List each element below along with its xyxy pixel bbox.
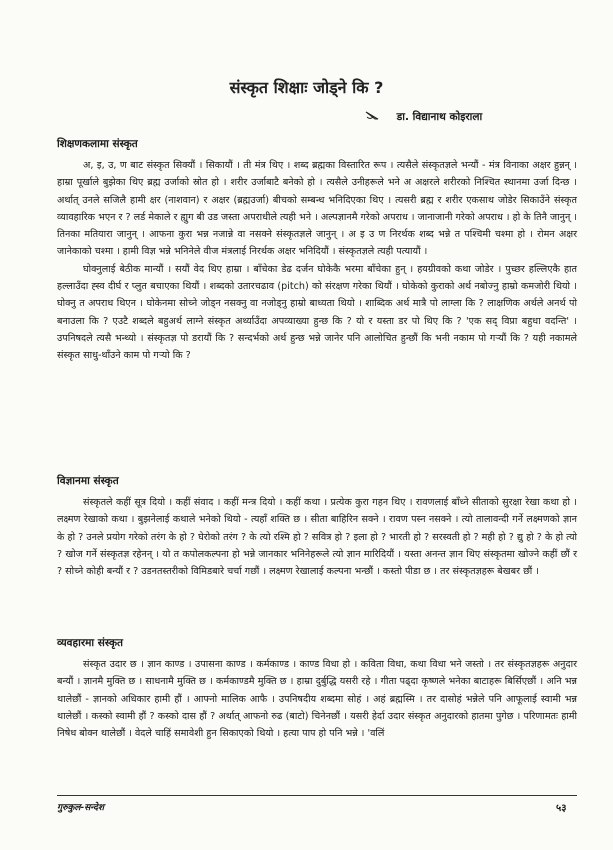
author-name: डा. विद्यानाथ कोइराला	[396, 111, 483, 123]
footer-journal-name: गुरुकुल-सन्देश	[57, 803, 104, 813]
paragraph: घोक्नुलाई बेठीक मान्यौं । सयौं वेद थिए हाम्रा । बाँचेका डेढ दर्जन घोकेकै भरमा बाँचेका हुन् । हयग्रीवको कथा जोडेर । पुच्छर हल्लिएकै हात हल्लाउँदा ह्स्व दीर्घ र प्लुत बचाएका थियौं । शब्दको उतारचढाव (pitch) को संरक्षण गरेका थियौं । घोकेको कुराको अर्थ नबोज्नु हाम्रो कमजोरी थियो । घोक्नु त अपराध थिएन । घोकेनमा सोच्ने जोड्न नसक्नु वा नजोड्नु हाम्रो बाध्यता थियो । शाब्दिक अर्थ मात्रै पो लाग्ला कि ? लाक्षणिक अर्थले अनर्थ पो बनाउला कि ? एउटै शब्दले बहुअर्थ लाग्ने संस्कृत अर्थ्याउँदा अपव्याख्या हुन्छ कि ? यो र यस्ता डर पो थिए कि ? 'एक सद् विप्रा बहुधा वदन्ति' । उपनिषदले त्यसै भन्थ्यो । संस्कृतज्ञ पो डरायौं कि ? सन्दर्भको अर्थ हुन्छ भन्ने जानेर पनि आलोचित हुन्छौं कि भनी नकाम पो गर्‍यौं कि ? यही नकामले संस्कृत साधु-थाँउने काम पो गर्‍यो कि ?	[57, 263, 577, 362]
paragraph: अ, इ, उ, ण बाट संस्कृत सिक्यौं । सिकायौं । ती मंत्र थिए । शब्द ब्रह्मका विस्तारित रूप । त्यसैले संस्कृतज्ञले भन्यौं - मंत्र विनाका अक्षर हुन्नन् । हाम्रा पूर्खाले बुझेका थिए ब्रह्म उर्जाको स्रोत हो । शरीर उर्जाबाटै बनेको हो । त्यसैले उनीहरूले भने अ अक्षरले शरीरको निश्चित स्थानमा उर्जा दिन्छ । अर्थात् उनले सजिलै हामी क्षर (नाशवान) र अक्षर (ब्रह्मउर्जा) बीचको सम्बन्ध भनिदिएका थिए । त्यसरी ब्रह्म र शरीर एकसाथ जोडेर सिकाउँने संस्कृत व्यावहारिक भएन र ? लर्ड मेकाले र ह्युग बी उड जस्ता अपराधीले त्यही भने । अल्पज्ञानमै गरेको अपराध । जानाजानी गरेको अपराध । हो के तिनै जानुन् । तिनका मतियारा जानुन् । आफना कुरा भन्न नजान्ने वा नसक्ने संस्कृतज्ञले जानुन् । अ इ उ ण निरर्थक शब्द भन्ने त पश्चिमी चश्मा हो । रोमन अक्षर जानेकाको चश्मा । हामी विज्ञ भन्ने भनिनेले वीज मंत्रलाई निरर्थक अक्षर भनिदियौं । संस्कृतज्ञले त्यही पत्यायौं ।	[57, 160, 577, 258]
section-vigyan	[57, 474, 577, 580]
section-vyavahar	[57, 636, 577, 742]
section-heading: शिक्षणकलामा संस्कृत	[57, 138, 138, 150]
page-number: ५३	[556, 803, 567, 814]
paragraph: संस्कृत उदार छ । ज्ञान काण्ड । उपासना काण्ड । कर्मकाण्ड । काण्ड विधा हो । कविता विधा, कथा विधा भने जस्तो । तर संस्कृतज्ञहरू अनुदार बन्यौं । ज्ञानमै मुक्ति छ । साधनामै मुक्ति छ । कर्मकाण्डमै मुक्ति छ । हाम्रा दुर्बुद्धि यसरी रहे । गीता पढ्दा कृष्णले भनेका बाटाहरू बिर्सिएछौं । अनि भन्न थालेछौं - ज्ञानको अधिकार हामी हौं । आफ्नो मालिक आफै । उपनिषदीय शब्दमा सोहं । अहं ब्रह्मस्मि । तर दासोहं भन्नेले पनि आफूलाई स्वामी भन्न थालेछौं । कस्को स्वामी हौं ? कस्को दास हौं ? अर्थात् आफनो रुढ (बाटो) चिनेनछौं । यसरी हेर्दा उदार संस्कृत अनुदारको हातमा पुगेछ । परिणामतः हामी निषेध बोक्न थालेछौं । वेदले चाहिं समावेशी हुन सिकाएको थियो । हत्या पाप हो पनि भन्ने । 'वलिं	[57, 659, 577, 740]
section-heading: व्यवहारमा संस्कृत	[57, 637, 123, 649]
section-shikshan	[57, 137, 577, 365]
paragraph: संस्कृतले कहीं सूत्र दियो । कहीं संवाद । कहीं मन्त्र दियो । कहीं कथा । प्रत्येक कुरा गहन थिए । रावणलाई बाँध्ने सीताको सुरक्षा रेखा कथा हो । लक्ष्मण रेखाको कथा । बुझनेलाई कथाले भनेको थियो - त्यहाँ शक्ति छ । सीता बाहिरिन सक्ने । रावण पस्न नसक्ने । त्यो तालावन्दी गर्ने लक्ष्मणको ज्ञान के हो ? उनले प्रयोग गरेको तरंग के हो ? घेरोको तरंग ? के त्यो रश्मि हो ? सवित्र हो ? इला हो ? भारती हो ? सरस्वती हो ? मही हो ? द्यु हो ? के हो त्यो ? खोज गर्ने संस्कृतज्ञ रहेनन् । यो त कपोलकल्पना हो भन्ने जानकार भनिनेहरूले त्यो ज्ञान मारिदियौं । यस्ता अनन्त ज्ञान थिए संस्कृतमा खोज्ने कहीं छौं र ? सोच्ने कोही बन्यौं र ? उडनतस्तरीको विमिडबारे चर्चा गछौं । लक्ष्मण रेखालाई कल्पना भन्छौं । कस्तो पीडा छ । तर संस्कृतज्ञहरू बेखबर छौं ।	[57, 497, 577, 578]
page-title: संस्कृत शिक्षाः जोड्ने कि ?	[229, 78, 384, 97]
pen-icon	[365, 110, 379, 123]
section-heading: विज्ञानमा संस्कृत	[57, 475, 119, 487]
author-line	[365, 110, 482, 124]
footer-divider	[57, 795, 577, 796]
